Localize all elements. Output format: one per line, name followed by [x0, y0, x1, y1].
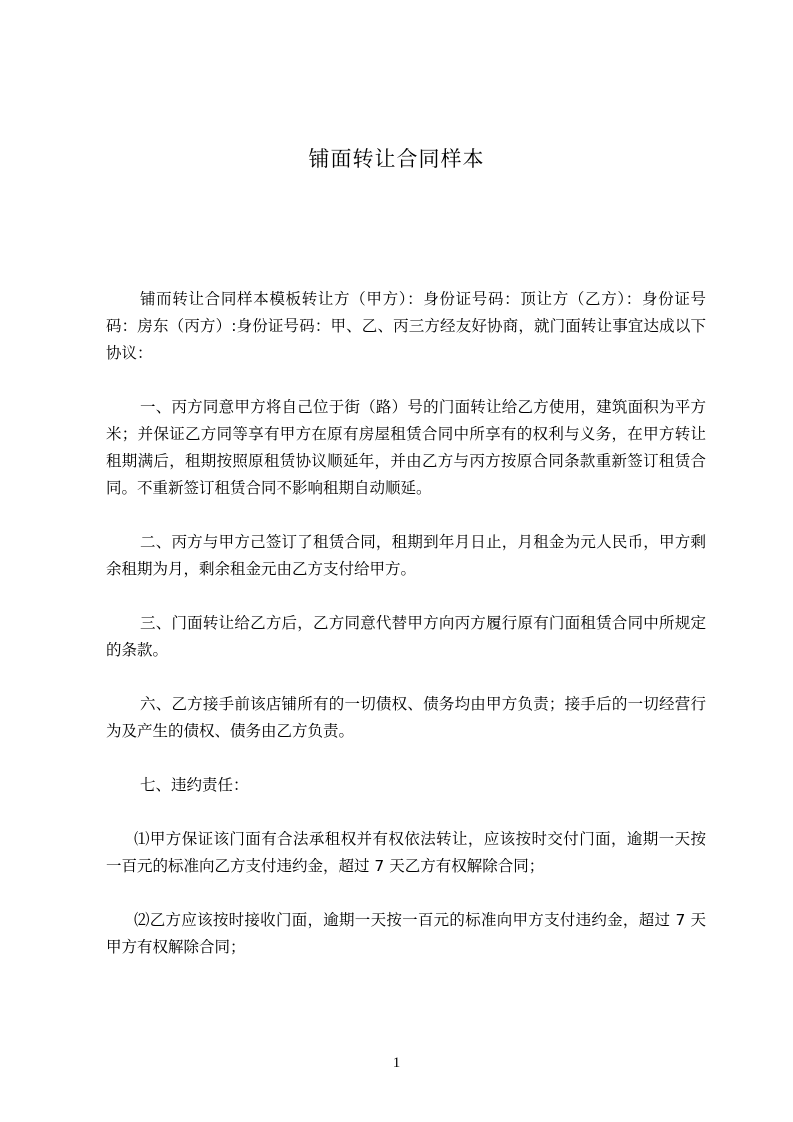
paragraph-intro: 铺而转让合同样本模板转让方（甲方）：身份证号码：顶让方（乙方）：身份证号码：房东（丙方）:身份证号码：甲、乙、丙三方经友好协商，就门面转让事宜达成以下协议： [106, 290, 706, 362]
paragraph-clause-1: 一、丙方同意甲方将自己位于街（路）号的门面转让给乙方使用，建筑面积为平方米；并保证乙方同等享有甲方在原有房屋租赁合同中所享有的权利与义务，在甲方转让租期满后，租期按照原租赁协议顺延年，并由乙方与丙方按原合同条款重新签订租赁合同。不重新签订租赁合同不影响租期自动顺延。 [106, 398, 706, 497]
paragraph-clause-3: 三、门面转让给乙方后，乙方同意代替甲方向丙方履行原有门面租赁合同中所规定的条款。 [106, 614, 706, 659]
paragraph-clause-6: 六、乙方接手前该店铺所有的一切债权、债务均由甲方负责；接手后的一切经营行为及产生的债权、债务由乙方负责。 [106, 695, 706, 740]
paragraph-clause-7-item-1: ⑴甲方保证该门面有合法承租权并有权依法转让，应该按时交付门面，逾期一天按一百元的标准向乙方支付违约金，超过 7 天乙方有权解除合同； [106, 830, 706, 875]
paragraph-clause-7-item-2: ⑵乙方应该按时接收门面，逾期一天按一百元的标准向甲方支付违约金，超过 7 天甲方有权解除合同； [106, 911, 706, 956]
document-title: 铺面转让合同样本 [308, 147, 485, 171]
page-number: 1 [392, 1055, 401, 1071]
paragraph-clause-2: 二、丙方与甲方己签订了租赁合同，租期到年月日止，月租金为元人民币，甲方剩余租期为月，剩余租金元由乙方支付给甲方。 [106, 533, 706, 578]
document-body [106, 286, 706, 988]
paragraph-clause-7-heading: 七、违约责任： [140, 776, 249, 794]
